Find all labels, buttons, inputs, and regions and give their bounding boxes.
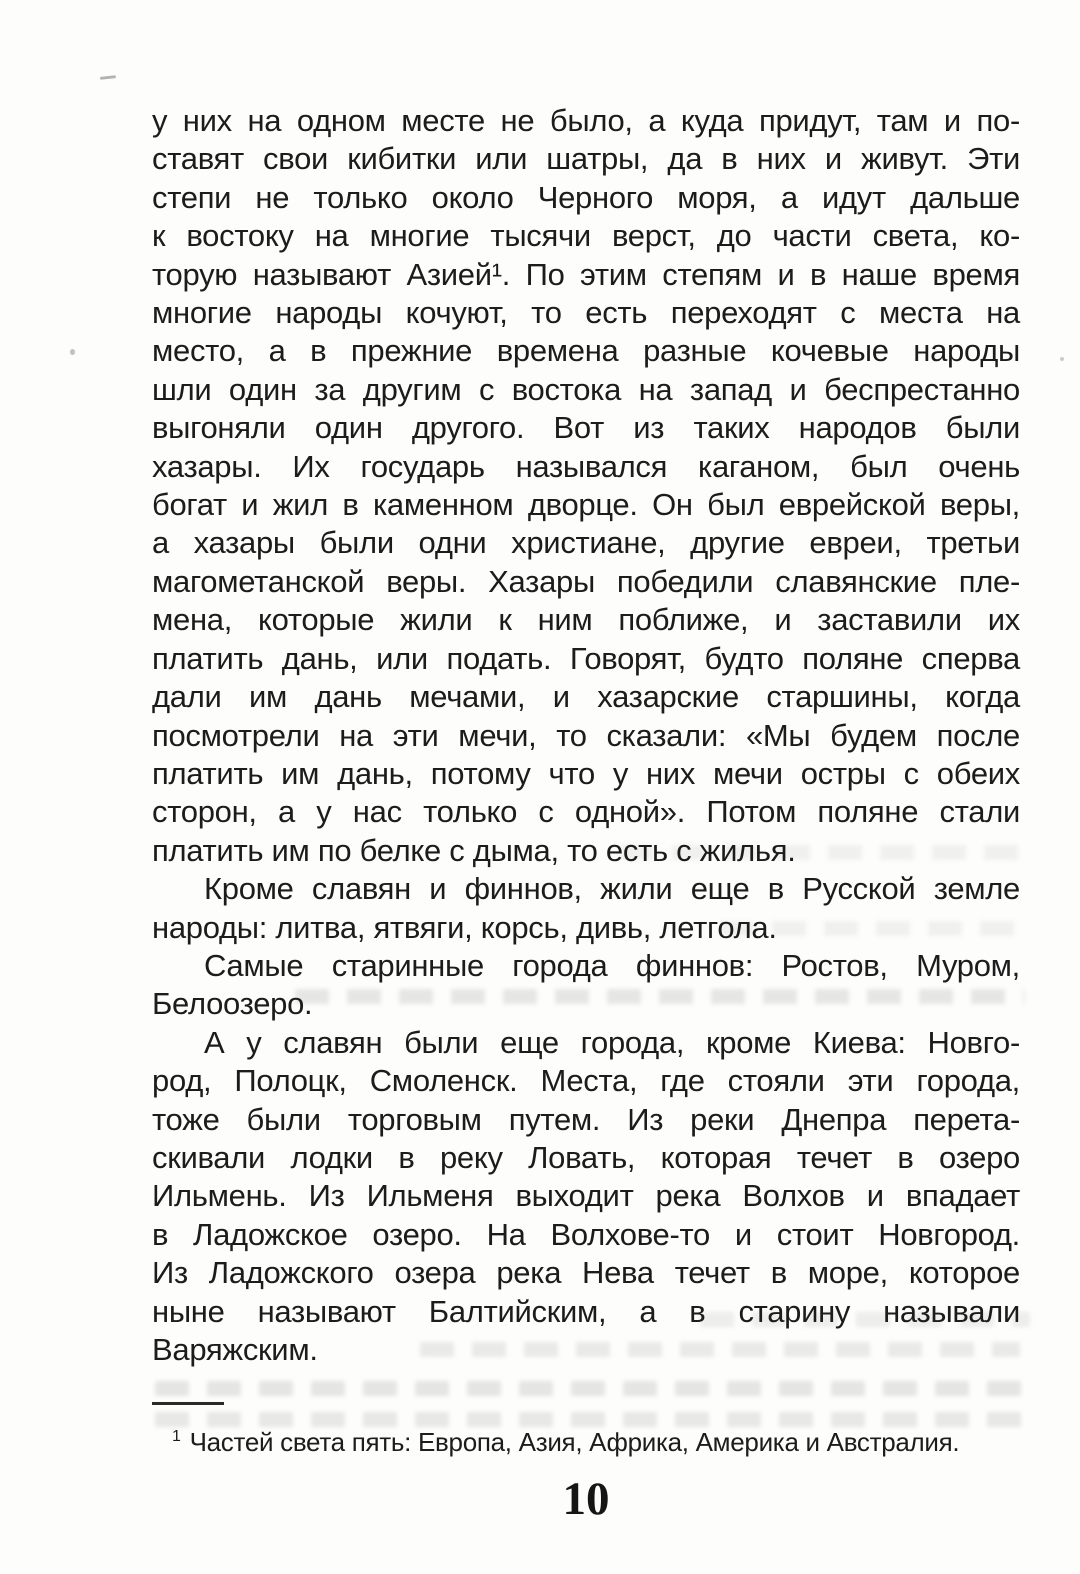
text-line: Из Ладожского озера река Нева течет в море, которое: [152, 1255, 1020, 1291]
body-text: [152, 102, 1020, 1369]
text-line: ставят свои кибитки или шатры, да в них и живут. Эти: [152, 141, 1020, 177]
text-line: а хазары были одни христиане, другие евреи, третьи: [152, 525, 1020, 561]
text-line: торую называют Азией¹. По этим степям и в наше время: [152, 256, 1020, 292]
footnote-marker: 1: [172, 1428, 181, 1445]
text-line: платить им по белке с дыма, то есть с жилья.: [152, 832, 796, 868]
text-line: хазары. Их государь назывался каганом, был очень: [152, 448, 1020, 484]
text-line: дали им дань мечами, и хазарские старшины, когда: [152, 679, 1020, 715]
footnote-divider: [152, 1402, 224, 1405]
text-line: ныне называют Балтийским, а в старину называли: [152, 1293, 1020, 1329]
showthrough-ghost-text: [155, 1381, 1023, 1396]
text-line: выгоняли один другого. Вот из таких народов были: [152, 410, 1020, 446]
text-line: у них на одном месте не было, а куда придут, там и по-: [152, 103, 1020, 138]
scan-speck: [1060, 357, 1064, 361]
text-line: Варяжским.: [152, 1332, 318, 1367]
text-line: род, Полоцк, Смоленск. Места, где стояли эти города,: [152, 1063, 1020, 1099]
text-line: Белоозеро.: [152, 986, 313, 1022]
text-line: сторон, а у нас только с одной». Потом поляне стали: [152, 794, 1020, 830]
text-line: Самые старинные города финнов: Ростов, Муром,: [204, 947, 1020, 983]
footnote-text: Частей света пять: Европа, Азия, Африка, Америка и Австралия.: [189, 1427, 960, 1457]
text-line: платить им дань, потому что у них мечи остры с обеих: [152, 755, 1020, 791]
text-line: мена, которые жили к ним поближе, и заставили их: [152, 602, 1020, 638]
text-line: тоже были торговым путем. Из реки Днепра перета-: [152, 1101, 1020, 1137]
text-line: скивали лодки в реку Ловать, которая течет в озеро: [152, 1139, 1020, 1175]
text-line: к востоку на многие тысячи верст, до части света, ко-: [152, 218, 1020, 254]
text-line: магометанской веры. Хазары победили славянские пле-: [152, 563, 1020, 599]
text-line: многие народы кочуют, то есть переходят с места на: [152, 295, 1020, 331]
text-line: посмотрели на эти мечи, то сказали: «Мы будем после: [152, 717, 1020, 753]
text-line: платить дань, или подать. Говорят, будто поляне сперва: [152, 640, 1020, 676]
scan-speck: [70, 349, 75, 355]
footnote: [152, 1420, 1032, 1459]
text-line: Кроме славян и финнов, жили еще в Русской земле: [204, 871, 1020, 907]
scan-speck: [100, 75, 116, 80]
text-line: А у славян были еще города, кроме Киева: Новго-: [204, 1024, 1020, 1060]
text-line: место, а в прежние времена разные кочевые народы: [152, 333, 1020, 369]
text-line: в Ладожское озеро. На Волхове-то и стоит Новгород.: [152, 1216, 1020, 1252]
text-line: степи не только около Черного моря, а идут дальше: [152, 179, 1020, 215]
text-line: богат и жил в каменном дворце. Он был еврейской веры,: [152, 487, 1020, 523]
text-line: Ильмень. Из Ильменя выходит река Волхов и впадает: [152, 1178, 1020, 1214]
text-line: народы: литва, ятвяги, корсь, дивь, летгола.: [152, 909, 777, 945]
text-line: шли один за другим с востока на запад и беспрестанно: [152, 371, 1020, 407]
page-number: 10: [562, 1473, 610, 1525]
